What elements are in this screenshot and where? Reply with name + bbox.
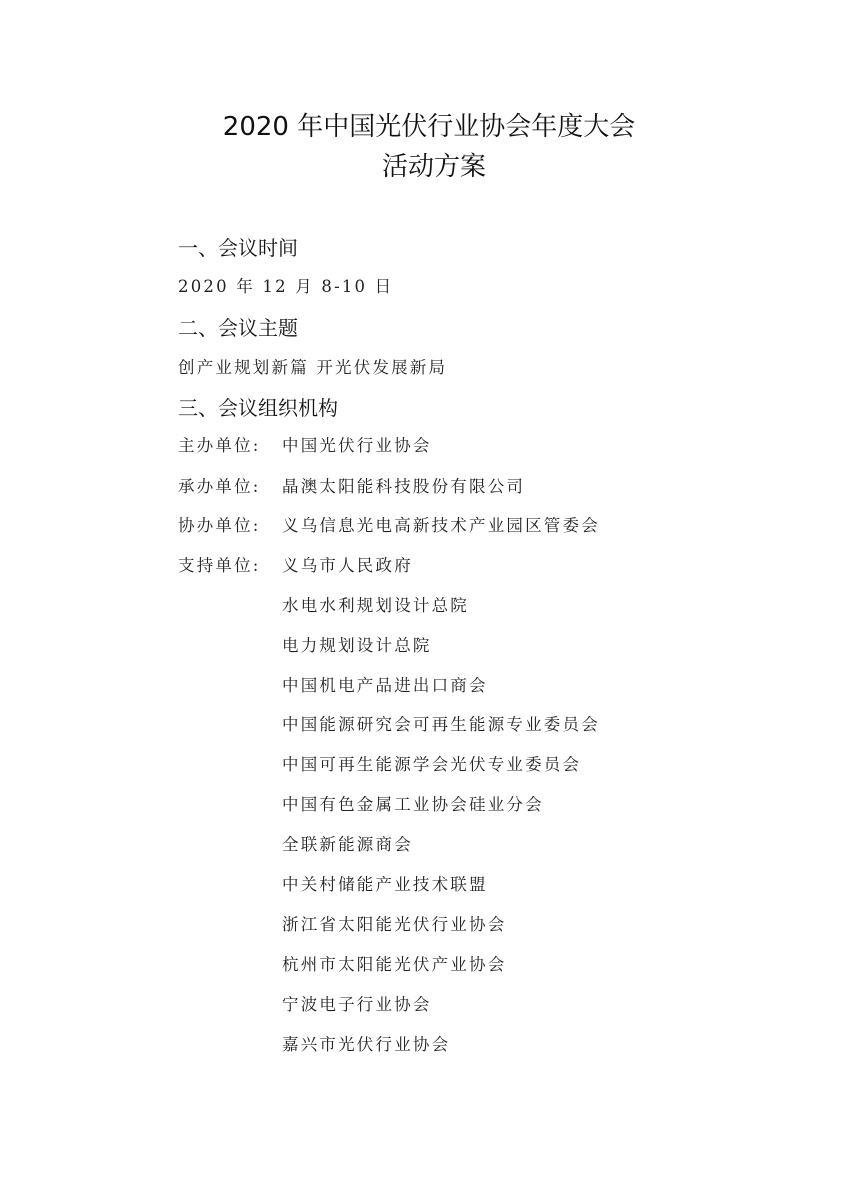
supporter-label: 支持单位: [178, 556, 261, 575]
supporter-item: 中国机电产品进出口商会 [282, 676, 488, 695]
host-label: 主办单位: [178, 436, 261, 455]
organizer-label: 承办单位: [178, 477, 261, 496]
supporter-item: 宁波电子行业协会 [282, 995, 432, 1014]
co-organizer-value: 义乌信息光电高新技术产业园区管委会 [282, 516, 600, 535]
meeting-time-text: 2020 年 12 月 8-10 日 [178, 277, 394, 296]
document-title: 2020 年中国光伏行业协会年度大会 [222, 112, 636, 142]
host-row [178, 434, 261, 458]
supporter-item: 浙江省太阳能光伏行业协会 [282, 915, 507, 934]
document-subtitle: 活动方案 [381, 152, 486, 182]
supporter-item: 嘉兴市光伏行业协会 [282, 1035, 451, 1054]
supporter-item: 中关村储能产业技术联盟 [282, 875, 488, 894]
supporter-item: 杭州市太阳能光伏产业协会 [282, 955, 507, 974]
supporter-item: 电力规划设计总院 [282, 636, 432, 655]
supporter-item: 全联新能源商会 [282, 835, 413, 854]
host-value: 中国光伏行业协会 [282, 436, 432, 455]
supporter-item: 中国有色金属工业协会硅业分会 [282, 795, 544, 814]
supporter-item: 中国可再生能源学会光伏专业委员会 [282, 755, 582, 774]
supporter-item: 水电水利规划设计总院 [282, 596, 469, 615]
section-heading-organization: 三、会议组织机构 [178, 396, 338, 420]
co-organizer-label: 协办单位: [178, 516, 261, 535]
organizer-value: 晶澳太阳能科技股份有限公司 [282, 477, 526, 496]
meeting-theme-text: 创产业规划新篇 开光伏发展新局 [178, 358, 448, 377]
supporter-first: 义乌市人民政府 [282, 556, 413, 575]
section-heading-time: 一、会议时间 [178, 236, 298, 260]
section-heading-theme: 二、会议主题 [178, 316, 298, 340]
supporter-item: 中国能源研究会可再生能源专业委员会 [282, 715, 600, 734]
